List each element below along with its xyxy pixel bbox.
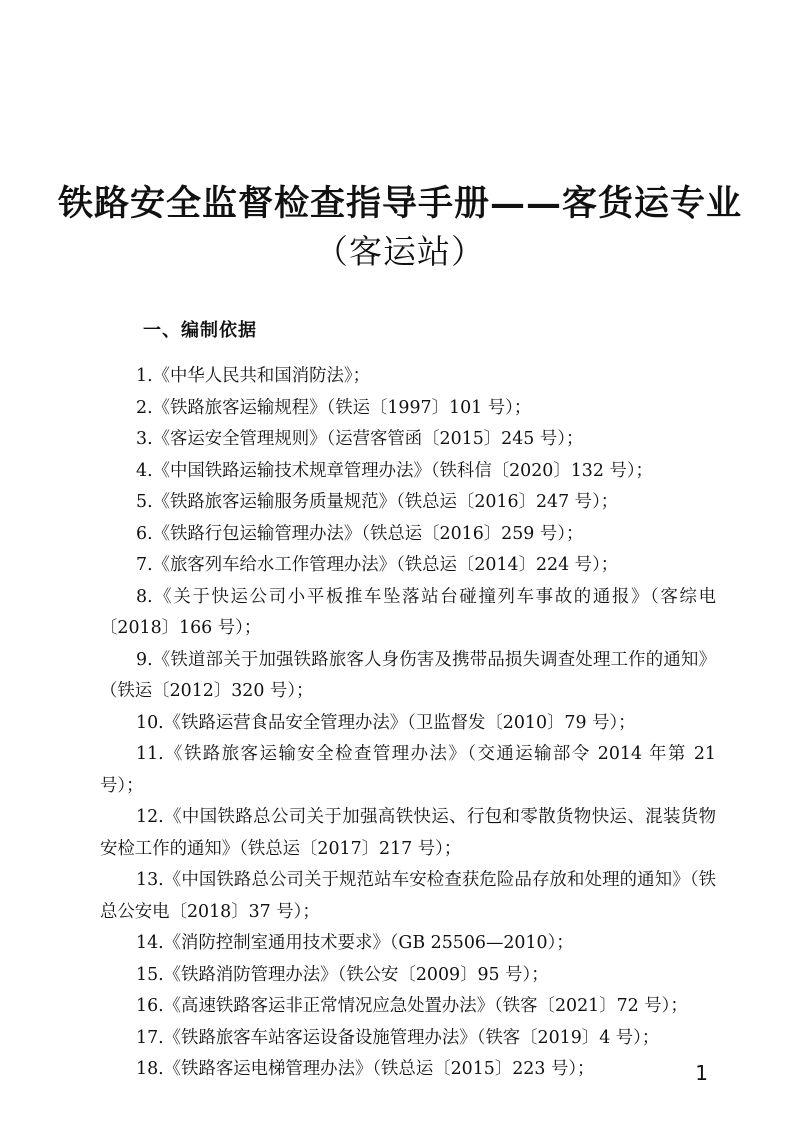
document-title: 铁路安全监督检查指导手册——客货运专业 [57,183,742,224]
reference-item: 17.《铁路旅客车站客运设备设施管理办法》（铁客〔2019〕4 号）； [136,1027,660,1048]
reference-item: 1.《中华人民共和国消防法》； [136,366,370,386]
reference-item: 5.《铁路旅客运输服务质量规范》（铁总运〔2016〕247 号）； [136,492,619,512]
reference-item: 2.《铁路旅客运输规程》（铁运〔1997〕101 号）； [136,397,532,418]
reference-item: 3.《客运安全管理规则》（运营客管函〔2015〕245 号）； [136,429,584,449]
reference-item: 7.《旅客列车给水工作管理办法》（铁总运〔2014〕224 号）； [136,555,619,575]
reference-item: 14.《消防控制室通用技术要求》（GB 25506—2010）； [136,933,574,953]
document-subtitle: （客运站） [315,232,485,271]
reference-item: 18.《铁路客运电梯管理办法》（铁总运〔2015〕223 号）； [136,1059,595,1079]
page-number: 1 [695,1061,708,1085]
reference-item: 6.《铁路行包运输管理办法》（铁总运〔2016〕259 号）； [136,523,584,544]
reference-list [100,361,716,1086]
reference-item: 8.《关于快运公司小平板推车坠落站台碰撞列车事故的通报》（客综电〔2018〕166 号）； [100,586,716,638]
reference-item: 16.《高速铁路客运非正常情况应急处置办法》（铁客〔2021〕72 号）； [136,996,688,1016]
reference-item: 15.《铁路消防管理办法》（铁公安〔2009〕95 号）； [136,964,549,985]
reference-item: 12.《中国铁路总公司关于加强高铁快运、行包和零散货物快运、混装货物安检工作的通知》（铁总运〔2017〕217 号）； [100,807,716,859]
reference-item: 13.《中国铁路总公司关于规范站车安检查获危险品存放和处理的通知》（铁总公安电〔2018〕37 号）； [100,870,716,922]
reference-item: 4.《中国铁路运输技术规章管理办法》（铁科信〔2020〕132 号）； [136,460,653,481]
section-heading: 一、编制依据 [143,320,257,341]
reference-item: 10.《铁路运营食品安全管理办法》（卫监督发〔2010〕79 号）； [136,712,636,733]
reference-item: 9.《铁道部关于加强铁路旅客人身伤害及携带品损失调查处理工作的通知》（铁运〔2012〕320 号）； [100,649,716,701]
reference-item: 11.《铁路旅客运输安全检查管理办法》（交通运输部令 2014 年第 21 号）； [100,744,716,796]
